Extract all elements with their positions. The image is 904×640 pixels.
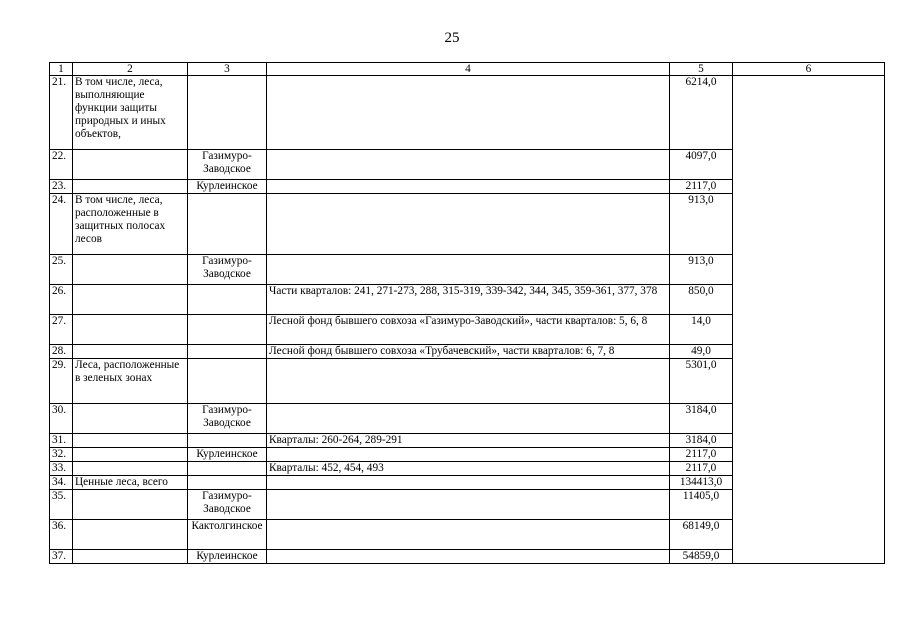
location-cell xyxy=(267,194,670,255)
location-cell: Лесной фонд бывшего совхоза «Газимуро-Заводский», части кварталов: 5, 6, 8 xyxy=(267,315,670,345)
location-cell: Кварталы: 260-264, 289-291 xyxy=(267,434,670,448)
row-number: 35. xyxy=(50,490,73,520)
row-number: 26. xyxy=(50,285,73,315)
location-cell xyxy=(267,448,670,462)
category-cell xyxy=(73,462,188,476)
location-cell xyxy=(267,404,670,434)
row-number: 30. xyxy=(50,404,73,434)
area-cell: 68149,0 xyxy=(670,520,733,550)
category-cell xyxy=(73,404,188,434)
category-cell xyxy=(73,150,188,180)
location-cell xyxy=(267,76,670,150)
forestry-cell xyxy=(188,434,267,448)
row-number: 37. xyxy=(50,550,73,564)
category-cell: Ценные леса, всего xyxy=(73,476,188,490)
category-cell: В том числе, леса, выполняющие функции защиты природных и иных объектов, xyxy=(73,76,188,150)
area-cell: 49,0 xyxy=(670,345,733,359)
area-cell: 2117,0 xyxy=(670,180,733,194)
row-number: 29. xyxy=(50,359,73,404)
notes-cell xyxy=(733,76,885,564)
area-cell: 54859,0 xyxy=(670,550,733,564)
header-cell: 3 xyxy=(188,63,267,76)
header-cell: 6 xyxy=(733,63,885,76)
header-cell: 5 xyxy=(670,63,733,76)
location-cell xyxy=(267,255,670,285)
location-cell: Лесной фонд бывшего совхоза «Трубачевский», части кварталов: 6, 7, 8 xyxy=(267,345,670,359)
location-cell xyxy=(267,550,670,564)
forestry-cell: Курлеинское xyxy=(188,180,267,194)
table-header-row xyxy=(50,63,885,76)
category-cell xyxy=(73,285,188,315)
row-number: 28. xyxy=(50,345,73,359)
forestry-cell xyxy=(188,462,267,476)
forestry-cell xyxy=(188,345,267,359)
row-number: 32. xyxy=(50,448,73,462)
location-cell xyxy=(267,490,670,520)
location-cell xyxy=(267,180,670,194)
forestry-cell xyxy=(188,194,267,255)
category-cell xyxy=(73,520,188,550)
category-cell xyxy=(73,180,188,194)
category-cell xyxy=(73,255,188,285)
forestry-cell xyxy=(188,76,267,150)
forestry-cell: Газимуро-Заводское xyxy=(188,255,267,285)
forestry-cell: Газимуро-Заводское xyxy=(188,404,267,434)
location-cell: Части кварталов: 241, 271-273, 288, 315-319, 339-342, 344, 345, 359-361, 377, 378 xyxy=(267,285,670,315)
category-cell xyxy=(73,490,188,520)
table-row xyxy=(50,76,885,150)
forestry-cell: Газимуро-Заводское xyxy=(188,490,267,520)
row-number: 25. xyxy=(50,255,73,285)
forestry-cell: Кактолгинское xyxy=(188,520,267,550)
category-cell xyxy=(73,434,188,448)
location-cell xyxy=(267,150,670,180)
forestry-cell xyxy=(188,476,267,490)
category-cell xyxy=(73,448,188,462)
row-number: 24. xyxy=(50,194,73,255)
row-number: 22. xyxy=(50,150,73,180)
row-number: 34. xyxy=(50,476,73,490)
location-cell xyxy=(267,520,670,550)
location-cell: Кварталы: 452, 454, 493 xyxy=(267,462,670,476)
row-number: 36. xyxy=(50,520,73,550)
header-cell: 2 xyxy=(73,63,188,76)
area-cell: 2117,0 xyxy=(670,448,733,462)
forestry-cell xyxy=(188,315,267,345)
area-cell: 2117,0 xyxy=(670,462,733,476)
area-cell: 3184,0 xyxy=(670,404,733,434)
row-number: 21. xyxy=(50,76,73,150)
area-cell: 134413,0 xyxy=(670,476,733,490)
category-cell xyxy=(73,550,188,564)
header-cell: 4 xyxy=(267,63,670,76)
category-cell xyxy=(73,345,188,359)
category-cell xyxy=(73,315,188,345)
area-cell: 11405,0 xyxy=(670,490,733,520)
category-cell: В том числе, леса, расположенные в защитных полосах лесов xyxy=(73,194,188,255)
location-cell xyxy=(267,476,670,490)
area-cell: 6214,0 xyxy=(670,76,733,150)
forest-table xyxy=(49,62,885,564)
header-cell: 1 xyxy=(50,63,73,76)
row-number: 31. xyxy=(50,434,73,448)
forestry-cell: Курлеинское xyxy=(188,550,267,564)
forestry-cell: Газимуро-Заводское xyxy=(188,150,267,180)
area-cell: 5301,0 xyxy=(670,359,733,404)
location-cell xyxy=(267,359,670,404)
row-number: 23. xyxy=(50,180,73,194)
forestry-cell: Курлеинское xyxy=(188,448,267,462)
area-cell: 913,0 xyxy=(670,255,733,285)
page-number: 25 xyxy=(444,30,460,46)
row-number: 27. xyxy=(50,315,73,345)
forestry-cell xyxy=(188,285,267,315)
category-cell: Леса, расположенные в зеленых зонах xyxy=(73,359,188,404)
area-cell: 850,0 xyxy=(670,285,733,315)
area-cell: 4097,0 xyxy=(670,150,733,180)
area-cell: 14,0 xyxy=(670,315,733,345)
area-cell: 3184,0 xyxy=(670,434,733,448)
forestry-cell xyxy=(188,359,267,404)
row-number: 33. xyxy=(50,462,73,476)
area-cell: 913,0 xyxy=(670,194,733,255)
